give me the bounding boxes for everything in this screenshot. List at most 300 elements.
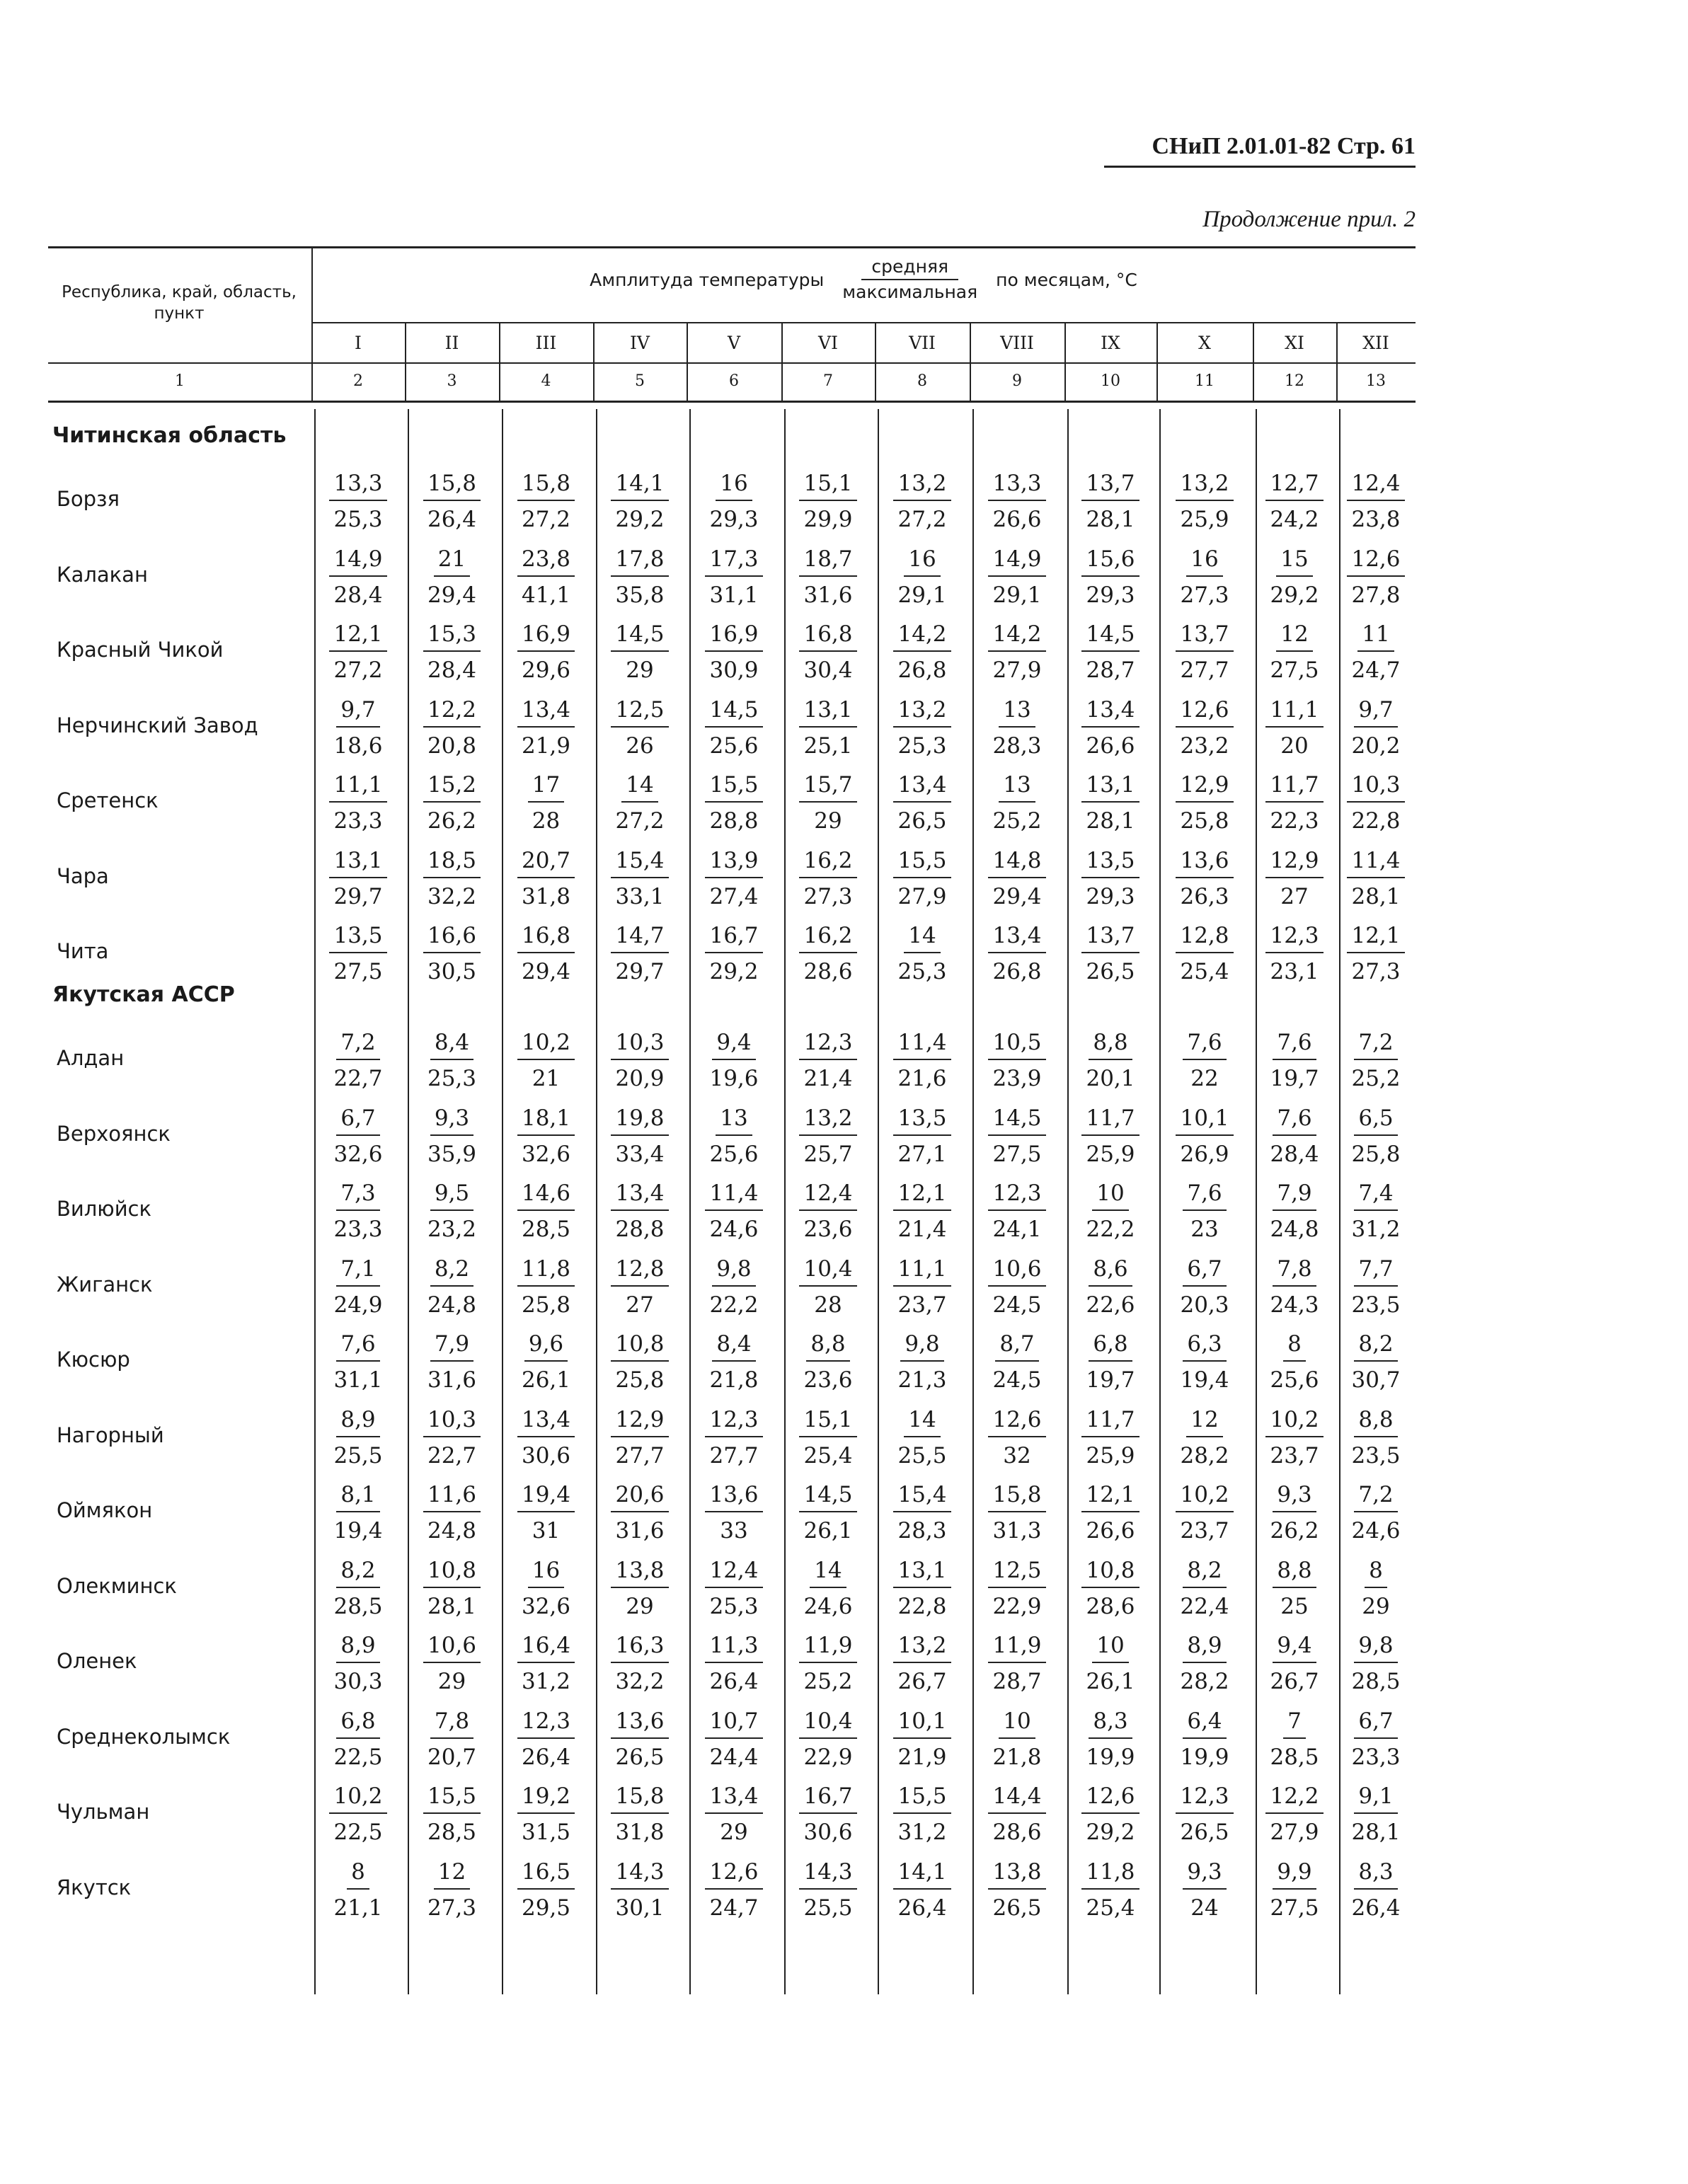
value-cell [793,1478,863,1549]
value-cell [417,769,488,839]
value-cell [699,467,769,538]
avg-amplitude: 6,7 [336,1102,379,1136]
value-cell [1075,844,1146,915]
avg-amplitude: 10,2 [1265,1403,1323,1437]
avg-amplitude: 12,8 [1176,919,1233,953]
max-amplitude: 25,5 [333,1442,383,1469]
value-cell [1259,1403,1330,1474]
avg-amplitude: 16 [904,543,940,577]
section-title: Читинская область [52,423,287,448]
max-amplitude: 31,8 [615,1820,665,1845]
max-amplitude: 20,9 [615,1066,665,1091]
avg-amplitude: 13,1 [329,844,386,878]
column-number: 5 [635,372,645,390]
amplitude-suffix: по месяцам, °С [996,269,1137,290]
max-amplitude: 27,4 [709,883,759,909]
value-cell [699,1629,769,1700]
avg-amplitude: 7,9 [430,1328,473,1362]
max-amplitude: 21,6 [897,1066,947,1091]
avg-amplitude: 13,5 [893,1102,951,1136]
max-amplitude: 26,2 [1270,1518,1319,1544]
max-amplitude: 24,5 [992,1292,1042,1318]
avg-amplitude: 9,7 [1354,694,1397,728]
avg-amplitude: 12,1 [329,618,386,652]
value-cell [887,1328,958,1398]
max-amplitude: 26,8 [992,959,1042,984]
avg-amplitude: 10,1 [893,1705,951,1739]
max-amplitude: 19,6 [709,1066,759,1091]
avg-amplitude: 13,2 [893,1629,951,1663]
avg-amplitude: 13,1 [799,694,856,728]
max-amplitude: 29,4 [427,582,477,608]
value-cell [1340,1780,1411,1851]
avg-amplitude: 16,8 [517,919,575,953]
avg-amplitude: 14,5 [611,618,668,652]
months-top-rule [311,322,1416,323]
max-amplitude: 28,7 [1086,657,1135,683]
max-amplitude: 28,1 [1351,883,1401,909]
avg-amplitude: 8,2 [1183,1554,1226,1588]
avg-amplitude: 12,2 [1265,1780,1323,1814]
max-amplitude: 27,3 [1180,582,1229,608]
month-label: X [1198,333,1211,353]
avg-amplitude: 10,8 [423,1554,481,1588]
avg-amplitude: 8,8 [1273,1554,1316,1588]
max-amplitude: 25,2 [803,1669,853,1694]
max-amplitude: 22,4 [1180,1593,1229,1619]
avg-amplitude: 9,5 [430,1177,473,1211]
value-cell [982,543,1052,614]
max-amplitude: 26,1 [803,1518,853,1544]
max-amplitude: 29 [626,657,654,683]
max-amplitude: 27 [626,1292,654,1318]
max-amplitude: 19,9 [1180,1744,1229,1770]
value-cell [982,1253,1052,1323]
max-amplitude: 29,1 [992,582,1042,608]
month-label: III [535,333,557,353]
avg-amplitude: 15,7 [799,769,856,803]
avg-amplitude: 16,7 [799,1780,856,1814]
value-cell [793,1102,863,1173]
avg-amplitude: 10,4 [799,1253,856,1287]
avg-amplitude: 6,4 [1183,1705,1226,1739]
value-cell [1259,844,1330,915]
max-amplitude: 35,9 [427,1141,477,1167]
max-amplitude: 31,5 [521,1820,571,1845]
value-cell [323,1705,394,1776]
max-amplitude: 26,6 [1086,732,1135,759]
value-cell [1340,1328,1411,1398]
column-number: 11 [1195,372,1215,390]
avg-amplitude: 15,5 [705,769,762,803]
value-cell [1340,1629,1411,1700]
avg-amplitude: 18,1 [517,1102,575,1136]
avg-amplitude: 14,4 [988,1780,1045,1814]
value-cell [793,543,863,614]
value-cell [887,1403,958,1474]
value-cell [1340,1856,1411,1926]
max-amplitude: 19,7 [1086,1367,1135,1393]
avg-amplitude: 6,8 [1089,1328,1132,1362]
avg-amplitude: 16,4 [517,1629,575,1663]
value-cell [793,467,863,538]
value-cell [1169,543,1240,614]
value-cell [1259,1705,1330,1776]
avg-amplitude: 12 [1186,1403,1222,1437]
max-amplitude: 24,1 [992,1217,1042,1242]
header-rule-2 [48,401,1416,403]
avg-amplitude: 15,8 [611,1780,668,1814]
value-cell [417,1328,488,1398]
value-cell [417,543,488,614]
max-amplitude: 32,6 [521,1593,571,1619]
value-cell [1075,467,1146,538]
avg-amplitude: 12 [434,1856,470,1890]
place-name: Жиганск [57,1272,153,1297]
avg-amplitude: 13,1 [893,1554,951,1588]
avg-amplitude: 10 [999,1705,1035,1739]
value-cell [323,1403,394,1474]
value-cell [887,618,958,689]
value-cell [1169,1478,1240,1549]
max-amplitude: 29 [720,1820,748,1845]
max-amplitude: 20,1 [1086,1066,1135,1091]
value-cell [982,1478,1052,1549]
max-amplitude: 27,9 [1270,1820,1319,1845]
value-cell [604,769,675,839]
value-cell [323,1629,394,1700]
value-cell [699,769,769,839]
max-amplitude: 23,8 [1351,507,1401,532]
avg-amplitude: 16,3 [611,1629,668,1663]
max-amplitude: 21,8 [709,1367,759,1393]
max-amplitude: 33,4 [615,1141,665,1167]
max-amplitude: 30,6 [521,1442,571,1469]
value-cell [793,618,863,689]
max-amplitude: 22,9 [992,1593,1042,1619]
body-col-divider [784,409,786,1994]
value-cell [699,919,769,990]
value-cell [699,1478,769,1549]
avg-amplitude: 8,8 [806,1328,849,1362]
avg-amplitude: 13,6 [611,1705,668,1739]
max-amplitude: 29,2 [615,507,665,532]
max-amplitude: 21,9 [521,732,571,759]
month-label: V [727,333,741,353]
value-cell [323,769,394,839]
max-amplitude: 19,7 [1270,1066,1319,1091]
max-amplitude: 25 [1280,1593,1309,1619]
avg-amplitude: 13 [999,694,1035,728]
max-amplitude: 25,1 [803,732,853,759]
body-col-divider [878,409,879,1994]
avg-amplitude: 13,6 [1176,844,1233,878]
avg-amplitude: 14,5 [705,694,762,728]
avg-amplitude: 19,2 [517,1780,575,1814]
avg-amplitude: 7,2 [336,1026,379,1060]
avg-amplitude: 9,8 [1354,1629,1397,1663]
max-amplitude: 28,6 [992,1820,1042,1845]
value-cell [323,1554,394,1625]
max-amplitude: 27,9 [897,883,947,909]
avg-amplitude: 10,2 [1176,1478,1233,1512]
value-cell [511,769,582,839]
value-cell [511,1705,582,1776]
avg-amplitude: 11,9 [988,1629,1045,1663]
body-col-divider [408,409,409,1994]
region-column-header: Республика, край, область, пункт [62,283,297,323]
place-name: Олекминск [57,1573,177,1598]
max-amplitude: 23,9 [992,1066,1042,1091]
value-cell [511,1403,582,1474]
value-cell [417,1780,488,1851]
max-amplitude: 20,3 [1180,1292,1229,1318]
month-label: II [444,333,459,353]
max-amplitude: 25,5 [897,1442,947,1469]
avg-amplitude: 7,3 [336,1177,379,1211]
max-amplitude: 22,8 [897,1593,947,1619]
max-amplitude: 31,6 [803,582,853,608]
avg-amplitude: 8,2 [430,1253,473,1287]
month-label: VI [818,333,838,353]
value-cell [417,1554,488,1625]
max-amplitude: 31,8 [521,883,571,909]
value-cell [699,1328,769,1398]
avg-amplitude: 14,1 [893,1856,951,1890]
avg-amplitude: 15 [1276,543,1312,577]
max-amplitude: 29,2 [1086,1820,1135,1845]
value-cell [511,1026,582,1097]
avg-amplitude: 12,5 [611,694,668,728]
avg-amplitude: 8,9 [1183,1629,1226,1663]
max-amplitude: 24,7 [709,1895,759,1921]
value-cell [323,618,394,689]
value-cell [793,769,863,839]
place-name: Нагорный [57,1423,164,1447]
avg-amplitude: 13,2 [893,467,951,501]
avg-amplitude: 7,6 [1273,1102,1316,1136]
body-col-divider [1256,409,1257,1994]
value-cell [1259,543,1330,614]
value-cell [1169,919,1240,990]
max-amplitude: 25,3 [897,732,947,759]
avg-amplitude: 19,8 [611,1102,668,1136]
place-name: Нерчинский Завод [57,713,258,737]
avg-amplitude: 7 [1283,1705,1306,1739]
max-amplitude: 32,2 [427,883,477,909]
value-cell [1259,694,1330,764]
body-col-divider [502,409,503,1994]
avg-amplitude: 6,7 [1183,1253,1226,1287]
max-amplitude: 33,1 [615,883,665,909]
max-amplitude: 24,8 [427,1292,477,1318]
month-label: IX [1101,333,1120,353]
max-amplitude: 21 [532,1066,561,1091]
value-cell [793,1026,863,1097]
value-cell [511,1554,582,1625]
value-cell [1075,1026,1146,1097]
avg-amplitude: 8,9 [336,1629,379,1663]
max-amplitude: 29 [1362,1593,1390,1619]
avg-amplitude: 8,1 [336,1478,379,1512]
max-amplitude: 22,6 [1086,1292,1135,1318]
max-amplitude: 23,3 [1351,1744,1401,1770]
avg-amplitude: 14,2 [893,618,951,652]
max-amplitude: 29,2 [1270,582,1319,608]
column-number: 3 [447,372,457,390]
avg-amplitude: 16 [716,467,752,501]
value-cell [1340,1026,1411,1097]
max-amplitude: 26,6 [992,507,1042,532]
avg-amplitude: 18,7 [799,543,856,577]
body-col-divider [972,409,974,1994]
max-amplitude: 24,8 [427,1518,477,1544]
max-amplitude: 28,5 [1351,1669,1401,1694]
avg-amplitude: 7,6 [336,1328,379,1362]
avg-amplitude: 13,4 [517,1403,575,1437]
value-cell [699,1026,769,1097]
max-amplitude: 26,2 [427,808,477,834]
avg-amplitude: 10,6 [988,1253,1045,1287]
max-amplitude: 27,5 [333,959,383,984]
value-cell [1169,769,1240,839]
value-cell [887,1554,958,1625]
value-cell [511,1780,582,1851]
max-amplitude: 25,4 [1086,1895,1135,1921]
value-cell [604,1554,675,1625]
value-cell [1169,1403,1240,1474]
max-amplitude: 21,9 [897,1744,947,1770]
max-amplitude: 23,5 [1351,1292,1401,1318]
value-cell [511,919,582,990]
avg-amplitude: 16,8 [799,618,856,652]
value-cell [1169,1780,1240,1851]
avg-amplitude: 13 [999,769,1035,803]
avg-amplitude: 11,4 [1347,844,1404,878]
value-cell [604,919,675,990]
max-amplitude: 25,9 [1180,507,1229,532]
avg-amplitude: 10,6 [423,1629,481,1663]
value-cell [1259,1554,1330,1625]
value-cell [323,1026,394,1097]
value-cell [1075,1102,1146,1173]
max-amplitude: 27,7 [615,1442,665,1469]
max-amplitude: 29,1 [897,582,947,608]
avg-amplitude: 14,5 [988,1102,1045,1136]
value-cell [887,1705,958,1776]
continuation-label: Продолжение прил. 2 [1202,207,1416,232]
max-amplitude: 29 [626,1593,654,1619]
avg-amplitude: 20,7 [517,844,575,878]
avg-amplitude: 7,6 [1183,1026,1226,1060]
max-amplitude: 27,5 [1270,657,1319,683]
amplitude-fraction [832,255,987,304]
max-amplitude: 26,5 [615,1744,665,1770]
value-cell [604,618,675,689]
max-amplitude: 31,2 [897,1820,947,1845]
max-amplitude: 27,8 [1351,582,1401,608]
value-cell [323,543,394,614]
max-amplitude: 27,1 [897,1141,947,1167]
month-label: I [355,333,362,353]
value-cell [1259,467,1330,538]
avg-amplitude: 8,2 [336,1554,379,1588]
value-cell [1075,694,1146,764]
place-name: Борзя [57,487,120,511]
avg-amplitude: 14 [904,919,940,953]
avg-amplitude: 12,3 [517,1705,575,1739]
value-cell [1075,1478,1146,1549]
value-cell [1340,844,1411,915]
max-amplitude: 26,5 [1086,959,1135,984]
value-cell [1340,467,1411,538]
max-amplitude: 24,7 [1351,657,1401,683]
avg-amplitude: 12,3 [1176,1780,1233,1814]
avg-amplitude: 9,8 [900,1328,943,1362]
column-number: 12 [1285,372,1304,390]
value-cell [1259,769,1330,839]
value-cell [793,1554,863,1625]
max-amplitude: 30,3 [333,1669,383,1694]
avg-amplitude: 9,4 [712,1026,755,1060]
max-amplitude: 25,9 [1086,1442,1135,1469]
avg-amplitude: 8,6 [1089,1253,1132,1287]
avg-amplitude: 10,1 [1176,1102,1233,1136]
body-col-divider [1067,409,1069,1994]
place-name: Оймякон [57,1498,153,1522]
max-amplitude: 35,8 [615,582,665,608]
avg-amplitude: 9,1 [1354,1780,1397,1814]
value-cell [1259,1026,1330,1097]
avg-amplitude: 8 [347,1856,369,1890]
value-cell [793,919,863,990]
avg-amplitude: 16 [528,1554,564,1588]
value-cell [1340,1554,1411,1625]
max-amplitude: 26,4 [1351,1895,1401,1921]
avg-amplitude: 10,7 [705,1705,762,1739]
avg-amplitude: 13,4 [517,694,575,728]
value-cell [887,694,958,764]
value-cell [604,694,675,764]
max-amplitude: 31,6 [615,1518,665,1544]
avg-amplitude: 13,3 [988,467,1045,501]
value-cell [1075,1705,1146,1776]
value-cell [1259,1856,1330,1926]
max-amplitude: 20,2 [1351,732,1401,759]
month-label: VIII [1000,333,1034,353]
avg-amplitude: 13,2 [1176,467,1233,501]
avg-amplitude: 16 [1186,543,1222,577]
value-cell [699,1554,769,1625]
max-amplitude: 29,7 [615,959,665,984]
max-amplitude: 31,2 [521,1669,571,1694]
amplitude-prefix: Амплитуда температуры [590,269,825,290]
avg-amplitude: 9,9 [1273,1856,1316,1890]
max-amplitude: 29,3 [709,507,759,532]
avg-amplitude: 10 [1092,1629,1128,1663]
max-amplitude: 28,3 [897,1518,947,1544]
avg-amplitude: 15,1 [799,1403,856,1437]
max-amplitude: 28,4 [333,582,383,608]
max-amplitude: 25,2 [1351,1066,1401,1091]
fraction-top: средняя [861,255,958,280]
value-cell [1075,1554,1146,1625]
max-amplitude: 27,7 [709,1442,759,1469]
max-amplitude: 27,3 [803,883,853,909]
avg-amplitude: 14,3 [799,1856,856,1890]
month-label: IV [630,333,650,353]
value-cell [604,1856,675,1926]
